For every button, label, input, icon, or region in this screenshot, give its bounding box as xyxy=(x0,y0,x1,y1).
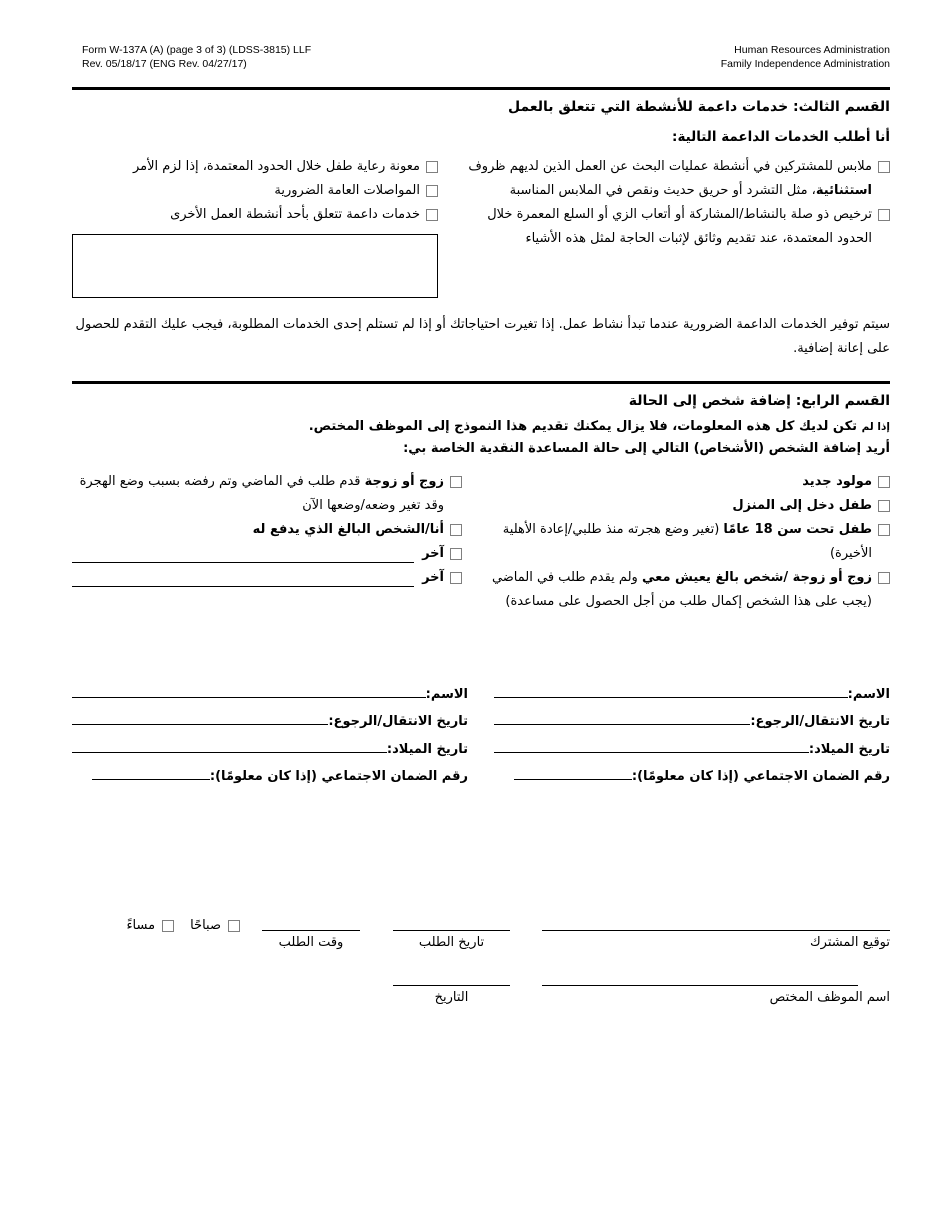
request-time-label: وقت الطلب xyxy=(278,935,344,950)
page-header xyxy=(72,44,890,71)
form-revision: Rev. 05/18/17 (ENG Rev. 04/27/17) xyxy=(82,57,247,70)
option-child-moved-in xyxy=(476,494,890,518)
pm-checkbox[interactable] xyxy=(162,920,174,932)
date-label: التاريخ xyxy=(434,990,469,1005)
option-newborn xyxy=(476,470,890,494)
child-moved-in-checkbox[interactable] xyxy=(878,500,890,512)
am-label: صباحًا xyxy=(190,918,221,933)
person-detail-fields xyxy=(72,674,890,784)
section4-note2: أريد إضافة الشخص (الأشخاص) التالي إلى حالة المساعدة النقدية الخاصة بي: xyxy=(403,441,890,456)
newborn-checkbox[interactable] xyxy=(878,476,890,488)
request-date-label: تاريخ الطلب xyxy=(418,935,485,950)
date-block xyxy=(393,960,510,1006)
name-input-line[interactable] xyxy=(494,696,848,698)
birth-date-label: تاريخ الميلاد: xyxy=(386,741,468,757)
am-pm-choice xyxy=(126,914,240,938)
person-fields-left xyxy=(72,674,468,784)
option-transportation xyxy=(72,179,438,203)
field-birth-date xyxy=(494,729,890,757)
section3-options xyxy=(72,155,890,298)
transportation-label: المواصلات العامة الضرورية xyxy=(274,183,420,198)
field-ssn xyxy=(494,757,890,785)
ssn-label: رقم الضمان الاجتماعي (إذا كان معلومًا): xyxy=(209,769,468,784)
name-label: الاسم: xyxy=(847,686,890,702)
childcare-checkbox[interactable] xyxy=(426,161,438,173)
pm-label: مساءً xyxy=(126,918,156,933)
worker-name-block xyxy=(542,960,890,1006)
birth-date-input-line[interactable] xyxy=(494,751,809,753)
name-label: الاسم: xyxy=(425,686,468,702)
payee-adult-label: أنا/الشخص البالغ الذي يدفع له xyxy=(252,522,444,537)
spouse-adult-label: زوج أو زوجة /شخص بالغ يعيش معي ولم يقدم طلب في الماضي (يجب على هذا الشخص إكمال طلب من أجل الحصول على مساعدة) xyxy=(491,570,872,609)
option-spouse-adult-living-with-me xyxy=(476,566,890,614)
payee-adult-checkbox[interactable] xyxy=(450,524,462,536)
other-support-writein-box[interactable] xyxy=(72,234,438,298)
birth-date-label: تاريخ الميلاد: xyxy=(808,741,890,757)
spouse-denied-label: زوج أو زوجة قدم طلب في الماضي وتم رفضه بسبب وضع الهجرة وقد تغير وضعه/وضعها الآن xyxy=(79,474,444,513)
other-1-label: آخر xyxy=(422,546,444,561)
license-fees-checkbox[interactable] xyxy=(878,209,890,221)
move-date-label: تاريخ الانتقال/الرجوع: xyxy=(750,714,890,729)
participant-signature-label: توقيع المشترك xyxy=(809,935,890,950)
section3-intro: أنا أطلب الخدمات الداعمة التالية: xyxy=(672,129,890,145)
spouse-denied-checkbox[interactable] xyxy=(450,476,462,488)
ssn-input-line[interactable] xyxy=(92,778,210,780)
clothing-checkbox[interactable] xyxy=(878,161,890,173)
other-1-writein-line[interactable] xyxy=(72,547,414,563)
section3-title: القسم الثالث: خدمات داعمة للأنشطة التي تتعلق بالعمل xyxy=(508,99,890,115)
child-moved-in-label: طفل دخل إلى المنزل xyxy=(732,498,872,513)
other-2-label: آخر xyxy=(422,570,444,585)
other-support-label: خدمات داعمة تتعلق بأحد أنشطة العمل الأخرى xyxy=(170,207,420,222)
other-2-checkbox[interactable] xyxy=(450,572,462,584)
worker-name-line[interactable] xyxy=(542,985,858,986)
option-other-2 xyxy=(72,566,462,590)
section4-note1: إذا لم تكن لديك كل هذه المعلومات، فلا يزال يمكنك تقديم هذا النموذج إلى الموظف المختص. xyxy=(308,419,890,434)
request-date-block xyxy=(393,905,510,951)
other-support-checkbox[interactable] xyxy=(426,209,438,221)
request-time-line[interactable] xyxy=(262,930,360,931)
birth-date-input-line[interactable] xyxy=(72,751,387,753)
person-fields-right xyxy=(494,674,890,784)
field-move-date xyxy=(72,702,468,730)
section4-title: القسم الرابع: إضافة شخص إلى الحالة xyxy=(628,393,890,409)
move-date-input-line[interactable] xyxy=(72,723,328,725)
option-other-1 xyxy=(72,542,462,566)
option-other-support xyxy=(72,203,438,227)
name-input-line[interactable] xyxy=(72,696,426,698)
option-license-fees xyxy=(452,203,890,251)
section-divider xyxy=(72,381,890,384)
option-clothing xyxy=(452,155,890,203)
section-divider xyxy=(72,87,890,90)
ssn-input-line[interactable] xyxy=(514,778,632,780)
other-1-checkbox[interactable] xyxy=(450,548,462,560)
field-birth-date xyxy=(72,729,468,757)
child-under-18-label: طفل تحت سن 18 عامًا (تغير وضع هجرته منذ طلبي/إعادة الأهلية الأخيرة) xyxy=(502,522,872,561)
childcare-label: معونة رعاية طفل خلال الحدود المعتمدة، إذا لزم الأمر xyxy=(132,159,420,174)
transportation-checkbox[interactable] xyxy=(426,185,438,197)
ssn-label: رقم الضمان الاجتماعي (إذا كان معلومًا): xyxy=(631,769,890,784)
section4-options xyxy=(72,470,890,614)
move-date-input-line[interactable] xyxy=(494,723,750,725)
child-under-18-checkbox[interactable] xyxy=(878,524,890,536)
newborn-label: مولود جديد xyxy=(802,474,872,489)
field-name xyxy=(72,674,468,702)
request-date-line[interactable] xyxy=(393,930,510,931)
participant-signature-block xyxy=(542,905,890,951)
request-time-block xyxy=(262,905,360,951)
option-spouse-denied-immigration xyxy=(72,470,462,518)
other-2-writein-line[interactable] xyxy=(72,571,414,587)
move-date-label: تاريخ الانتقال/الرجوع: xyxy=(328,714,468,729)
worker-name-label: اسم الموظف المختص xyxy=(769,990,890,1005)
form-number: Form W-137A (A) (page 3 of 3) (LDSS-3815) LLF xyxy=(82,44,312,56)
option-payee-adult xyxy=(72,518,462,542)
spouse-adult-checkbox[interactable] xyxy=(878,572,890,584)
option-child-under-18 xyxy=(476,518,890,566)
license-fees-label: ترخيص ذو صلة بالنشاط/المشاركة أو أتعاب الزي أو السلع المعمرة خلال الحدود المعتمدة، عند تقديم وثائق لإثبات الحاجة لمثل هذه الأشياء xyxy=(487,207,872,246)
field-move-date xyxy=(494,702,890,730)
option-childcare xyxy=(72,155,438,179)
signature-area xyxy=(72,905,890,1035)
date-line[interactable] xyxy=(393,985,510,986)
am-checkbox[interactable] xyxy=(228,920,240,932)
agency-name-line2: Family Independence Administration xyxy=(720,57,890,70)
field-name xyxy=(494,674,890,702)
agency-name-line1: Human Resources Administration xyxy=(734,44,890,56)
participant-signature-line[interactable] xyxy=(542,930,890,931)
section3-note: سيتم توفير الخدمات الداعمة الضرورية عندما تبدأ نشاط عمل. إذا تغيرت احتياجاتك أو إذا لم تستلم إحدى الخدمات المطلوبة، فيجب عليك التقدم للحصول على إعانة إضافية. xyxy=(75,317,890,356)
field-ssn xyxy=(72,757,468,785)
clothing-label: ملابس للمشتركين في أنشطة عمليات البحث عن العمل الذين لديهم ظروف استثنائية، مثل التشرد أو حريق حديث ونقص في الملابس المناسبة xyxy=(468,159,872,198)
